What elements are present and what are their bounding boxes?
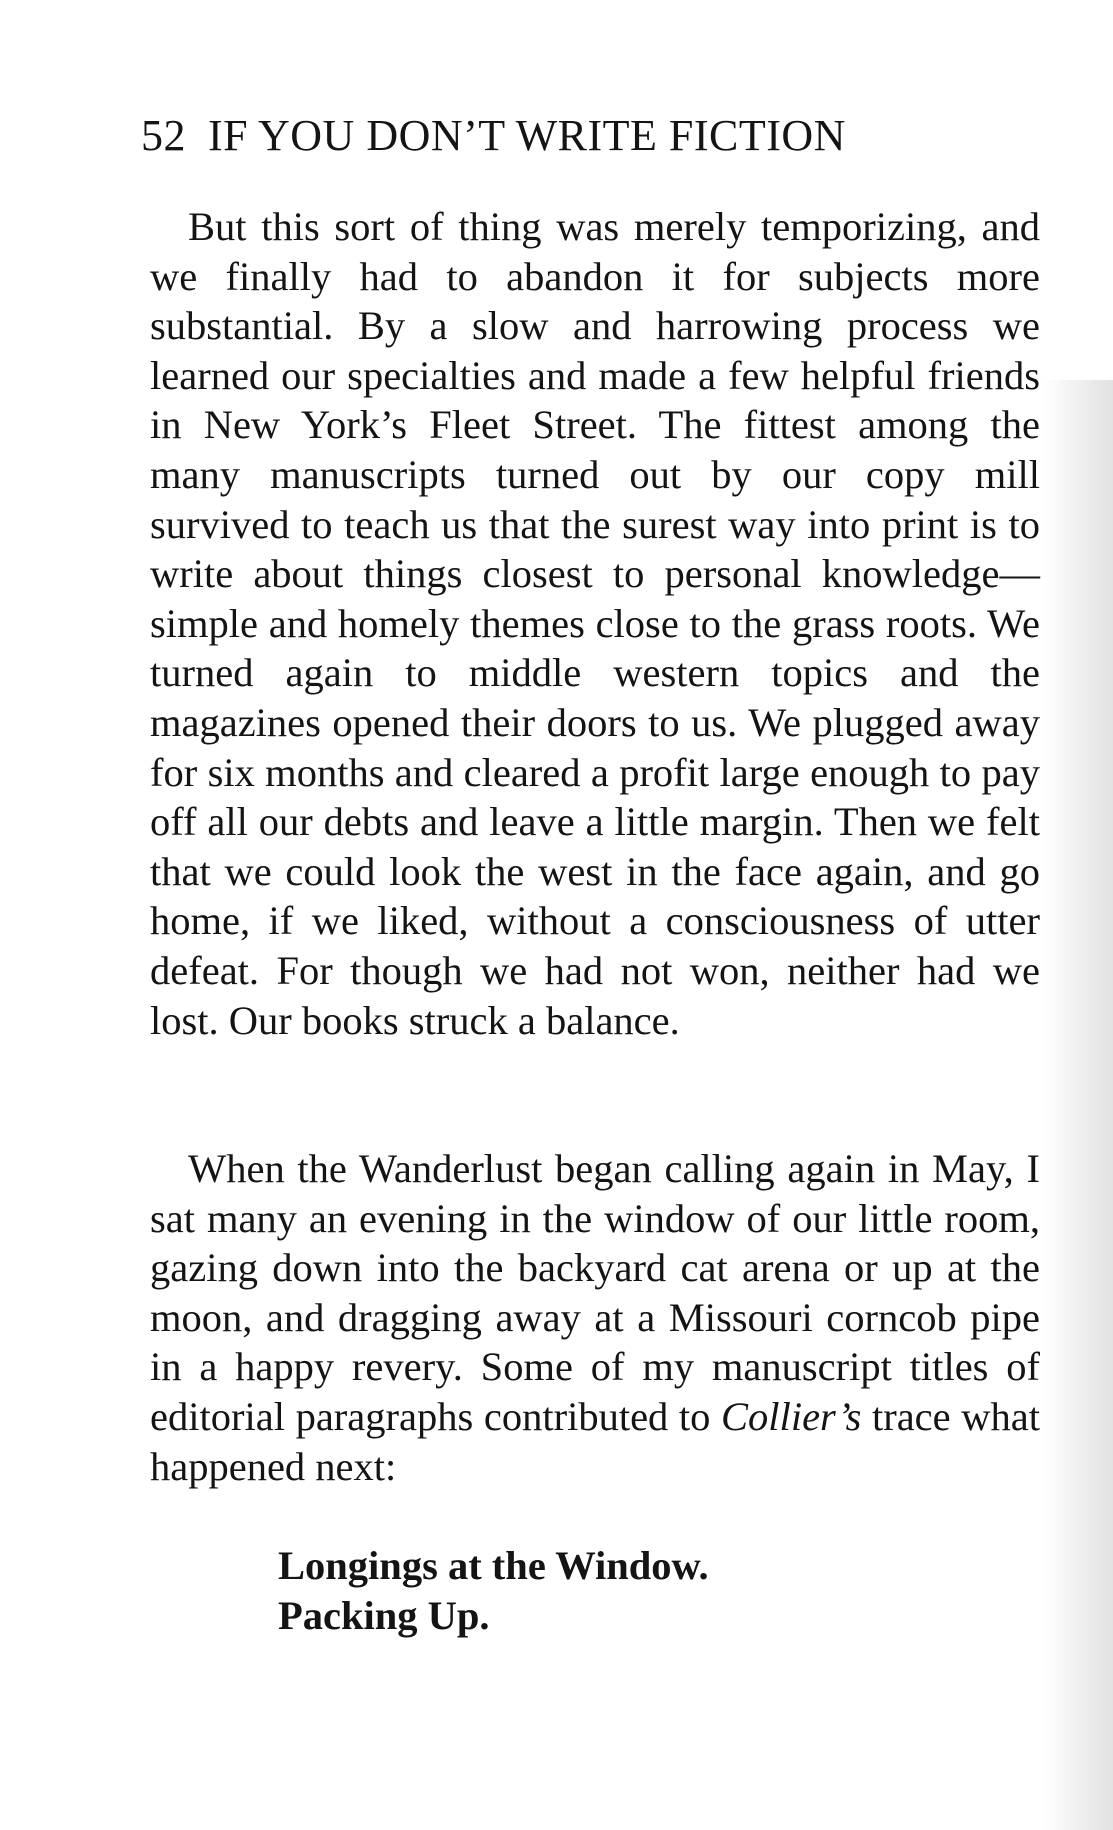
- manuscript-title: Longings at the Window.: [278, 1543, 709, 1588]
- paragraph-1: [150, 202, 1040, 1045]
- manuscript-titles-list: [278, 1541, 709, 1641]
- paragraph-2: [150, 1144, 1040, 1491]
- page-number: 52: [141, 111, 186, 160]
- running-header: [141, 110, 846, 161]
- paragraph-2-text-before: When the Wanderlust began calling again in May, I sat many an evening in the window of our little room, gazing down into the backyard cat arena or up at the moon, and dragging away at a Missouri corncob pipe in a happy revery. Some of my manuscript titles of editorial paragraphs contributed to: [150, 1146, 1040, 1439]
- publication-title: Collier’s: [721, 1393, 862, 1439]
- manuscript-title: Packing Up.: [278, 1593, 490, 1638]
- paragraph-1-text: But this sort of thing was merely temporizing, and we finally had to abandon it for subjects more substantial. By a slow and harrowing process we learned our specialties and made a few helpful friends in New York’s Fleet Street. The fittest among the many manuscripts turned out by our copy mill survived to teach us that the surest way into print is to write about things closest to personal knowledge—simple and homely themes close to the grass roots. We turned again to middle western topics and the magazines opened their doors to us. We plugged away for six months and cleared a profit large enough to pay off all our debts and leave a little margin. Then we felt that we could look the west in the face again, and go home, if we liked, without a consciousness of utter defeat. For though we had not won, neither had we lost. Our books struck a balance.: [150, 204, 1040, 1043]
- scan-edge-shading: [1043, 380, 1113, 1830]
- running-title: IF YOU DON’T WRITE FICTION: [208, 111, 846, 160]
- paragraph-2-text-after: trace what happened next:: [150, 1393, 1040, 1489]
- paragraph-2-text: [150, 1144, 1040, 1491]
